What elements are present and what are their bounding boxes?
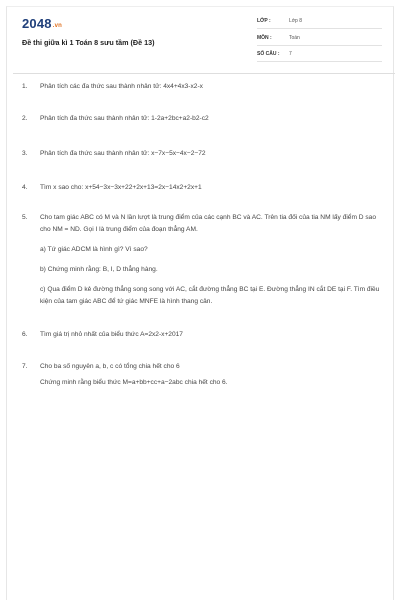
meta-question-count	[257, 50, 382, 62]
meta-label: MÔN :	[257, 35, 272, 41]
question-part: Chứng minh rằng biểu thức M=a+bb+cc+a−2abc chia hết cho 6.	[40, 379, 228, 386]
meta-value: 7	[289, 51, 292, 57]
question-4	[22, 182, 382, 194]
question-number: 2.	[22, 115, 28, 122]
question-part-a: a) Tứ giác ADCM là hình gì? Vì sao?	[40, 246, 148, 253]
meta-value: Lớp 8	[289, 18, 303, 24]
question-5	[22, 212, 382, 308]
question-text: Phân tích đa thức sau thành nhân tử: 1-2a+2bc+a2-b2-c2	[40, 115, 209, 122]
document-page	[6, 6, 394, 600]
question-text: Tìm giá trị nhỏ nhất của biểu thức A=2x2-x+2017	[40, 331, 183, 338]
meta-class	[257, 17, 382, 29]
question-3	[22, 148, 382, 160]
header-divider	[13, 73, 395, 74]
question-text: Phân tích các đa thức sau thành nhân tử: 4x4+4x3-x2-x	[40, 83, 203, 90]
meta-subject	[257, 34, 382, 46]
question-text: Tìm x sao cho: x+54−3x−3x+22+2x+13=2x−14x2+2x+1	[40, 184, 202, 191]
document-header	[7, 7, 395, 77]
question-part-c: c) Qua điểm D kẻ đường thẳng song song với AC, cắt đường thẳng BC tại E. Đường thẳng IN cắt DE tại F. Tìm điều kiện của tam giác ABC để tứ giác MNFE là hình thang cân.	[40, 286, 380, 305]
question-number: 3.	[22, 150, 28, 157]
question-number: 6.	[22, 331, 28, 338]
question-number: 1.	[22, 83, 28, 90]
question-text: Cho tam giác ABC có M và N lần lượt là trung điểm của các cạnh BC và AC. Trên tia đối của tia NM lấy điểm D sao cho NM = ND. Gọi I là trung điểm của đoạn thẳng AM.	[40, 214, 377, 233]
question-1	[22, 81, 382, 93]
question-part-b: b) Chứng minh rằng: B, I, D thẳng hàng.	[40, 266, 158, 273]
question-number: 4.	[22, 184, 28, 191]
question-text: Phân tích đa thức sau thành nhân tử: x−7x−5x−4x−2−72	[40, 150, 206, 157]
document-title: Đề thi giữa kì 1 Toán 8 sưu tầm (Đề 13)	[22, 38, 155, 47]
meta-label: LỚP :	[257, 18, 271, 24]
question-6	[22, 329, 382, 341]
question-7	[22, 361, 382, 389]
question-number: 7.	[22, 363, 28, 370]
site-logo[interactable]: 2048.vn	[22, 16, 63, 31]
meta-value: Toán	[289, 35, 300, 41]
meta-label: SỐ CÂU :	[257, 51, 280, 57]
question-number: 5.	[22, 214, 28, 221]
question-text: Cho ba số nguyên a, b, c có tổng chia hết cho 6	[40, 363, 180, 370]
question-2	[22, 113, 382, 125]
